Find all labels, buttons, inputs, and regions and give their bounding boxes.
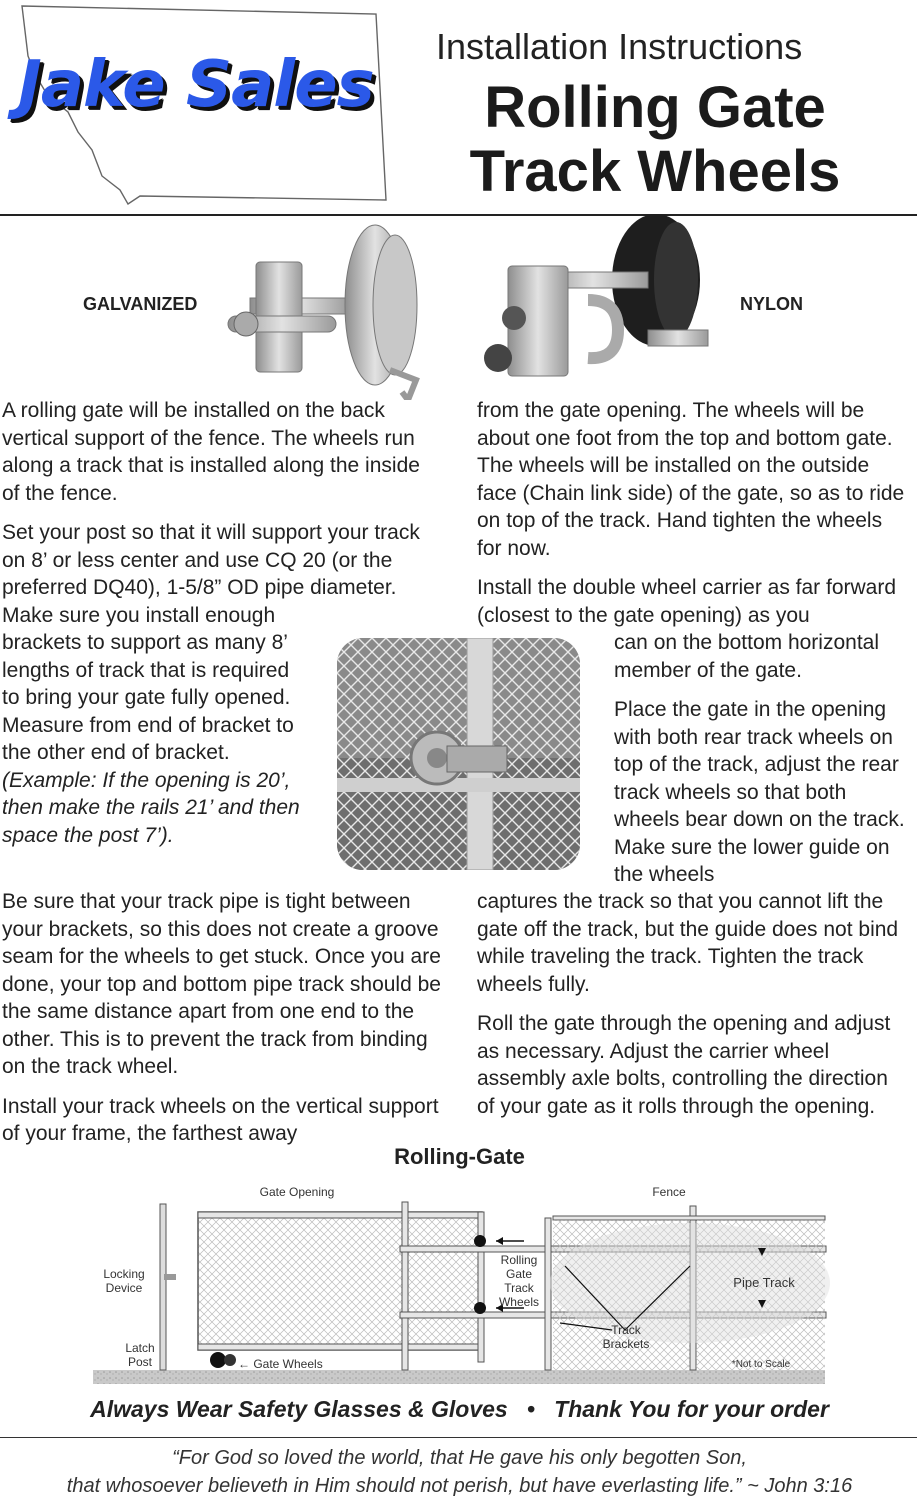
right-paragraph-3a: Place the gate in the opening with both rear track wheels on top of the track, adjust the rear track wheels so that both wheels bear down on the track. Make sure the lower guide on the wheels [614,698,905,886]
diagram-title: Rolling-Gate [394,1144,525,1169]
chain-link-photo [337,638,580,870]
installation-photo [337,638,580,870]
fence-label: Fence [652,1185,686,1199]
right-column [477,397,907,629]
title-line-1: Rolling Gate [484,75,826,140]
left-paragraph-2b [2,629,302,849]
page-title [440,76,870,204]
left-paragraph-2b-text: brackets to support as many 8’ lengths of track that is required to bring your gate fully opened. Measure from end of bracket to the other end of bracket. [2,631,294,764]
quote-line-2: that whosoever believeth in Him should not perish, but have everlasting life.” ~ John 3:16 [66,1475,853,1497]
nylon-wheel-image [478,210,718,390]
right-column-lower [477,888,907,1120]
galvanized-label: GALVANIZED [83,294,198,314]
right-column-wrap [614,629,914,889]
footer-divider [0,1437,917,1438]
header-subtitle: Installation Instructions [436,26,803,67]
safety-line [0,1396,919,1423]
gate-wheels-label: ← Gate Wheels [238,1357,323,1371]
left-paragraph-1: A rolling gate will be installed on the back vertical support of the fence. The wheels run along a track that is installed along the inside of the fence. [2,399,420,505]
header-divider [0,214,917,216]
right-paragraph-2b: can on the bottom horizontal member of the gate. [614,631,880,682]
galvanized-wheel-image [220,220,440,400]
left-paragraph-3: Be sure that your track pipe is tight between your brackets, so this does not create a groove seam for the wheels to get stuck. Once you are done, your top and bottom pipe track should be the same distance apart from one end to the other. This is to prevent the track from binding on the track wheel. [2,890,441,1078]
track-brackets-label: Track Brackets [602,1323,650,1351]
safety-right: Thank You for your order [554,1396,829,1422]
safety-left: Always Wear Safety Glasses & Gloves [90,1396,508,1422]
right-paragraph-3b: captures the track so that you cannot lift the gate off the track, but the guide does not bind while traveling the track. Tighten the track wheels fully. [477,890,899,996]
track-wheels-label: Rolling Gate Track Wheels [498,1253,539,1309]
footer-separator: • [526,1396,535,1422]
left-column-wrap [2,629,302,849]
right-paragraph-2a: Install the double wheel carrier as far forward (closest to the gate opening) as you [477,576,897,627]
latch-post-label: Latch Post [125,1341,155,1369]
locking-device-label: Locking Device [103,1267,145,1295]
left-paragraph-4: Install your track wheels on the vertical support of your frame, the farthest away [2,1094,439,1145]
gate-opening-label: Gate Opening [259,1185,335,1199]
left-example: (Example: If the opening is 20’, then make the rails 21’ and then space the post 7’). [2,768,300,847]
left-column-lower [2,888,442,1148]
title-line-2: Track Wheels [469,139,841,204]
pipe-track-label: Pipe Track [733,1275,795,1290]
left-paragraph-2a: Set your post so that it will support your track on 8’ or less center and use CQ 20 (or the preferred DQ40), 1-5/8” OD pipe diameter. Make sure you install enough [2,521,420,627]
nylon-label: NYLON [740,294,803,314]
right-paragraph-4: Roll the gate through the opening and adjust as necessary. Adjust the carrier wheel assembly axle bolts, controlling the direction of your gate as it rolls through the opening. [477,1012,891,1118]
bible-quote [0,1444,919,1500]
right-paragraph-1: from the gate opening. The wheels will be about one foot from the top and bottom gate. The wheels will be installed on the outside face (Chain link side) of the gate, so as to ride on top of the track. Hand tighten the wheels for now. [477,399,905,560]
logo-text: Jake Sales [18,48,374,122]
left-column [2,397,442,629]
quote-line-1: “For God so loved the world, that He gave his only begotten Son, [172,1447,747,1469]
not-to-scale-label: *Not to Scale [731,1359,791,1370]
